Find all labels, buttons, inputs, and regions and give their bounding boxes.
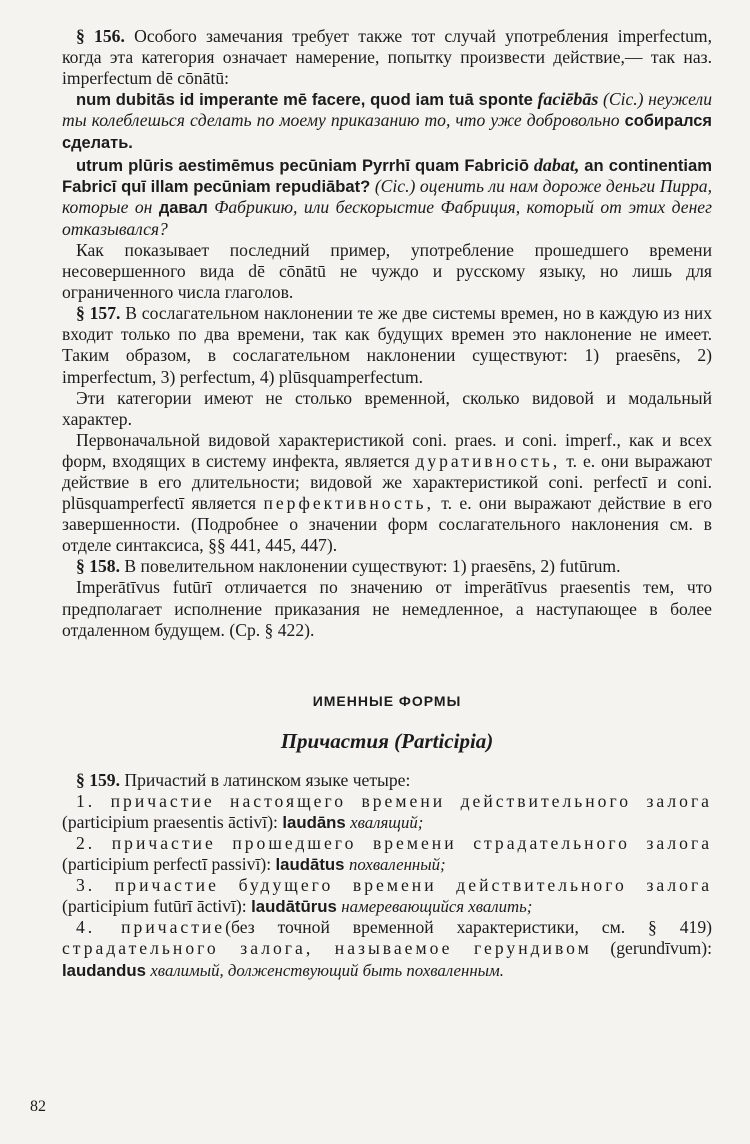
s156-outro-paragraph: Как показывает последний пример, употребление прошедшего времени несовершенного вида dē cōnātū не чуждо и русскому языку, но лишь для ограниченного числа глаголов. [62,239,712,303]
s157-p3-text-a: Первоначальной видовой характеристикой coni. praes. и coni. imperf., как и всех форм, входящих в систему инфекта, является [62,429,712,471]
s157-paragraph-2: Эти категории имеют не столько временной, сколько видовой и модальный характер. [62,387,712,429]
example-translation-emphasis: собирался сделать. [62,112,712,153]
s157-paragraph-3 [62,430,712,557]
s156-intro-paragraph [62,26,712,89]
participle-example: laudātus [275,855,345,875]
s158-text: В повелительном наклонении существуют: 1) praesēns, 2) futūrum. [124,556,621,577]
section-subheading: Причастия (Participia) [280,728,494,753]
participle-name: 4. причастие [76,917,226,938]
participle-translation: похваленный; [348,855,446,875]
example-translation-continued: Фабрикию, или бескорыстие Фабриция, который от этих денег отказывался? [62,196,712,239]
participle-example: laudāns [282,812,346,832]
example-source: (Cic.) [374,175,416,196]
participle-latin-name: (participium futūrī āctivī): [62,896,247,917]
participle-item-2 [62,833,712,875]
example-verb: faciēbās [537,89,599,110]
page-number: 82 [30,1098,46,1115]
spaced-term: перфективность, [263,493,434,514]
participle-example: laudandus [62,960,146,980]
example-translation-emphasis: давал [158,198,208,217]
participle-name: 3. причастие будущего времени действительного залога [76,875,712,896]
example-verb: dabat, [533,154,580,175]
spaced-term: дуративность, [415,450,561,471]
participle-note: (без точной временной характеристики, см. § 419) [225,917,712,938]
participle-example: laudātūrus [251,897,337,917]
section-number: § 159. [76,769,120,790]
s159-intro-text: Причастий в латинском языке четыре: [124,769,411,790]
s156-intro-text: Особого замечания требует также тот случай употребления imperfectum, когда эта категория означает намерение, попытку произвести действие,— так наз. imperfectum dē cōnātū: [62,26,712,89]
section-number: § 158. [76,556,120,577]
s159-intro [62,770,712,791]
example-latin-continued: an continentiam Fabricī quī illam pecūniam repudiābat? [62,155,713,196]
participle-name: 2. причастие прошедшего времени страдательного залога [76,833,712,853]
example-translation: неужели ты колеблешься сделать по моему приказанию то, что уже добровольно [62,89,712,131]
s156-example-1 [62,89,712,154]
participle-latin-name: (participium perfectī passivī): [62,854,272,875]
participle-latin-name: (participium praesentis āctivī): [62,811,278,832]
s156-example-2 [62,155,712,240]
participle-translation: хвалимый, долженствующий быть похваленным. [150,960,504,980]
participle-item-1 [62,791,712,833]
s157-text: В сослагательном наклонении те же две системы времен, но в каждую из них входит только по два времени, так как будущих времен это наклонение не имеет. Таким образом, в сослагательном наклонении существуют: 1) praesēns, 2) imperfectum, 3) perfectum, 4) plūsquamperfectum. [62,303,712,387]
s157-paragraph-1 [62,303,712,387]
participle-item-3 [62,875,712,917]
s157-p3-text-c: т. е. они выражают действие в его завершенности. (Подробнее о значении форм сослагательного наклонения см. в отделе синтаксиса, §§ 441, 445, 447). [62,493,713,556]
participle-translation: хвалящий; [350,812,424,832]
example-translation: оценить ли нам дороже деньги Пирра, которые он [62,175,713,217]
participle-name: 1. причастие настоящего времени действительного залога [76,790,712,811]
participle-item-4 [62,917,712,980]
participle-latin-name: (gerundīvum): [610,938,712,959]
participle-translation: намеревающийся хвалить; [341,897,533,917]
s157-p3-text-b: т. е. они выражают действие в его длительности; видовой же характеристикой coni. perfectī и coni. plūsquamperfectī является [62,450,712,514]
section-number: § 157. [76,303,121,324]
s158-paragraph-2: Imperātīvus futūrī отличается по значению от imperātīvus praesentis тем, что предполагает исполнение приказания не немедленное, а наступающее в более отдаленном будущем. (Ср. § 422). [62,577,712,640]
section-number: § 156. [76,26,125,46]
section-heading: ИМЕННЫЕ ФОРМЫ [312,692,462,709]
participle-name-continued: страдательного залога, называемое герундивом [62,938,592,959]
example-source: (Cic.) [602,89,644,110]
example-latin: num dubitās id imperante mē facere, quod iam tuā sponte [76,90,533,110]
s158-paragraph-1 [62,556,712,577]
example-latin: utrum plūris aestimēmus pecūniam Pyrrhī quam Fabriciō [76,155,529,175]
